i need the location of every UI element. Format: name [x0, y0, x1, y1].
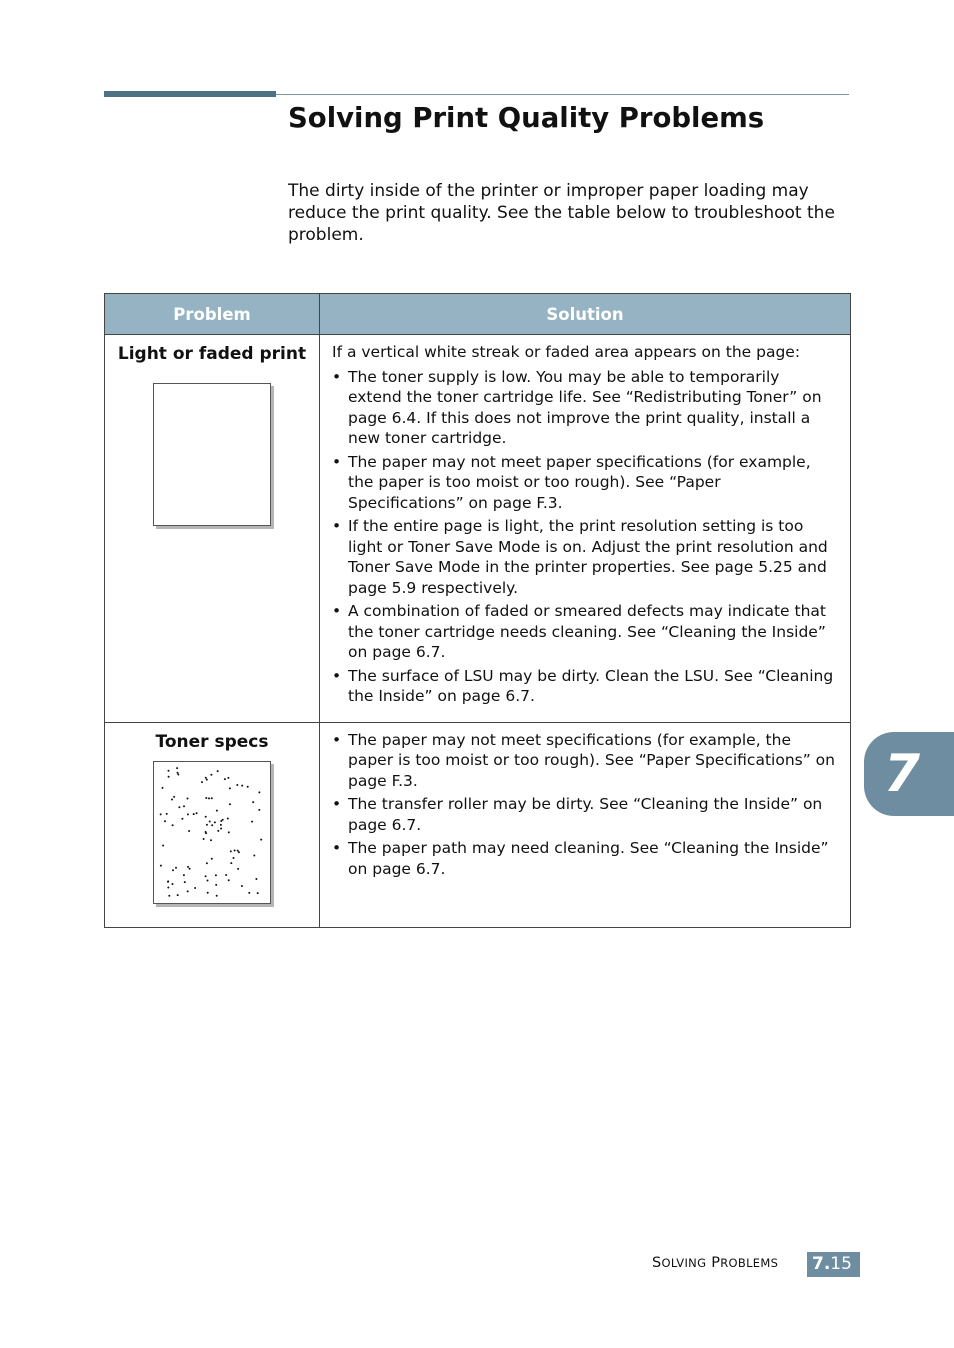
toner-speck [228, 879, 230, 881]
toner-speck [228, 831, 230, 833]
toner-speck [178, 806, 180, 808]
bullet-icon: • [332, 452, 342, 471]
toner-speck [247, 785, 249, 787]
header-problem: Problem [105, 294, 320, 335]
header-rule-thin [276, 94, 849, 95]
bullet-icon: • [332, 795, 342, 813]
toner-speck [260, 838, 262, 840]
toner-speck-dots [154, 762, 270, 903]
bullet-icon: • [332, 517, 342, 535]
toner-speck [224, 778, 226, 780]
toner-speck [220, 823, 222, 825]
toner-speck [207, 891, 209, 893]
toner-speck [196, 812, 198, 814]
toner-speck [205, 831, 207, 833]
toner-speck [227, 776, 229, 778]
toner-speck [258, 791, 260, 793]
toner-speck [177, 771, 179, 773]
list-item-text: The paper path may need cleaning. See “Cleaning the Inside” on page 6.7. [348, 839, 829, 878]
toner-speck [177, 894, 179, 896]
toner-speck [162, 786, 164, 788]
toner-speck [184, 881, 186, 883]
toner-speck [187, 890, 189, 892]
toner-speck [206, 862, 208, 864]
toner-speck [164, 820, 166, 822]
footer-initial: P [711, 1255, 721, 1271]
table-row [105, 335, 851, 723]
toner-speck [214, 821, 216, 823]
page-number: 15 [830, 1254, 852, 1274]
toner-speck [205, 875, 207, 877]
toner-speck [205, 797, 207, 799]
toner-speck [189, 867, 191, 869]
problem-label: Light or faded print [117, 344, 307, 364]
toner-speck [172, 883, 174, 885]
toner-speck [238, 851, 240, 853]
toner-speck [206, 778, 208, 780]
bullet-icon: • [332, 666, 342, 685]
toner-speck [220, 827, 222, 829]
toner-speck [251, 820, 253, 822]
header-rule-thick [104, 91, 276, 97]
toner-speck [211, 824, 213, 826]
toner-speck [187, 797, 189, 799]
toner-speck [210, 773, 212, 775]
toner-speck [215, 874, 217, 876]
toner-speck [216, 894, 218, 896]
list-item-text: A combination of faded or smeared defects may indicate that the toner cartridge needs cleaning. See “Cleaning the Inside” on page 6.7. [348, 602, 826, 661]
toner-speck [227, 817, 229, 819]
solution-lead: If a vertical white streak or faded area appears on the page: [332, 343, 801, 361]
toner-speck [162, 844, 164, 846]
toner-speck [209, 820, 211, 822]
list-item [332, 601, 838, 663]
chapter-tab: 7 [864, 732, 954, 816]
list-item [332, 730, 838, 792]
toner-speck [230, 850, 232, 852]
toner-speck [229, 787, 231, 789]
footer-section-title [652, 1255, 778, 1271]
toner-speck [205, 776, 207, 778]
toner-speck [215, 883, 217, 885]
solution-cell [320, 722, 851, 927]
bullet-icon: • [332, 367, 342, 386]
toner-speck [230, 862, 232, 864]
toner-speck [168, 894, 170, 896]
footer-smallcaps: OLVING [661, 1256, 707, 1270]
toner-speck [225, 874, 227, 876]
toner-speck [236, 784, 238, 786]
toner-speck [183, 805, 185, 807]
page-number-badge [807, 1252, 860, 1277]
toner-speck [206, 823, 208, 825]
solution-list [332, 367, 838, 707]
toner-speck [234, 849, 236, 851]
toner-speck [253, 854, 255, 856]
toner-speck [194, 887, 196, 889]
list-item-text: The paper may not meet paper specifications (for example, the paper is too moist or too rough). See “Paper Specifications” on page F.3. [348, 452, 811, 512]
toner-speck [241, 885, 243, 887]
bullet-icon: • [332, 839, 342, 857]
toner-speck [241, 784, 243, 786]
toner-speck [211, 797, 213, 799]
toner-speck [160, 864, 162, 866]
problem-cell [105, 335, 320, 723]
toner-speck [171, 798, 173, 800]
footer-initial: S [652, 1255, 662, 1271]
list-item [332, 794, 838, 835]
toner-speck [168, 775, 170, 777]
toner-speck [160, 813, 162, 815]
toner-speck [172, 824, 174, 826]
toner-speck [237, 849, 239, 851]
toner-speck [258, 808, 260, 810]
header-solution: Solution [320, 294, 851, 335]
toner-speck [222, 818, 224, 820]
list-item [332, 452, 838, 514]
toner-speck [207, 879, 209, 881]
toner-speck [201, 781, 203, 783]
table-row [105, 722, 851, 927]
list-item-text: The transfer roller may be dirty. See “Cleaning the Inside” on page 6.7. [348, 795, 823, 834]
toner-speck [217, 770, 219, 772]
toner-speck [183, 874, 185, 876]
page-chapter: 7. [812, 1254, 831, 1274]
toner-speck [168, 769, 170, 771]
toner-speck [237, 867, 239, 869]
toner-speck [167, 880, 169, 882]
toner-speck [175, 866, 177, 868]
toner-speck [177, 773, 179, 775]
toner-speck [188, 830, 190, 832]
toner-speck [166, 812, 168, 814]
list-item [332, 838, 838, 879]
toner-speck [187, 813, 189, 815]
troubleshooting-table [104, 293, 851, 928]
toner-speck [172, 869, 174, 871]
toner-speck [176, 767, 178, 769]
list-item [332, 516, 838, 598]
toner-speck [229, 803, 231, 805]
list-item [332, 666, 838, 707]
solution-cell [320, 335, 851, 723]
toner-speck [210, 839, 212, 841]
toner-speck [233, 857, 235, 859]
list-item [332, 367, 838, 449]
footer-smallcaps: ROBLEMS [720, 1256, 779, 1270]
list-item-text: The toner supply is low. You may be able to temporarily extend the toner cartridge life. See “Redistributing Toner” on page 6.4. If this does not improve the print quality, install a new toner cartridge. [348, 367, 822, 447]
toner-speck [211, 857, 213, 859]
speckled-page-icon [153, 761, 271, 904]
toner-speck [203, 838, 205, 840]
toner-speck [173, 795, 175, 797]
toner-speck [181, 817, 183, 819]
bullet-icon: • [332, 602, 342, 620]
toner-speck [252, 801, 254, 803]
bullet-icon: • [332, 730, 342, 749]
problem-cell [105, 722, 320, 927]
page-title: Solving Print Quality Problems [288, 102, 765, 134]
toner-speck [255, 878, 257, 880]
blank-page-icon [153, 383, 271, 526]
toner-speck [167, 886, 169, 888]
solution-list [332, 730, 838, 880]
toner-speck [216, 809, 218, 811]
toner-speck [208, 797, 210, 799]
toner-speck [217, 829, 219, 831]
toner-speck [187, 865, 189, 867]
intro-paragraph: The dirty inside of the printer or improper paper loading may reduce the print quality. See the table below to troubleshoot the problem. [288, 181, 835, 245]
list-item-text: If the entire page is light, the print resolution setting is too light or Toner Save Mode is on. Adjust the print resolution and Toner Save Mode in the printer properties. See page 5.25 and page 5.9 respectively. [348, 517, 828, 597]
toner-speck [205, 815, 207, 817]
table-header-row [105, 294, 851, 335]
toner-speck [248, 891, 250, 893]
toner-speck [193, 813, 195, 815]
list-item-text: The paper may not meet specifications (for example, the paper is too moist or too rough). See “Paper Specifications” on page F.3. [348, 730, 835, 790]
list-item-text: The surface of LSU may be dirty. Clean the LSU. See “Cleaning the Inside” on page 6.7. [348, 666, 834, 705]
toner-speck [257, 892, 259, 894]
problem-label: Toner specs [155, 731, 269, 752]
